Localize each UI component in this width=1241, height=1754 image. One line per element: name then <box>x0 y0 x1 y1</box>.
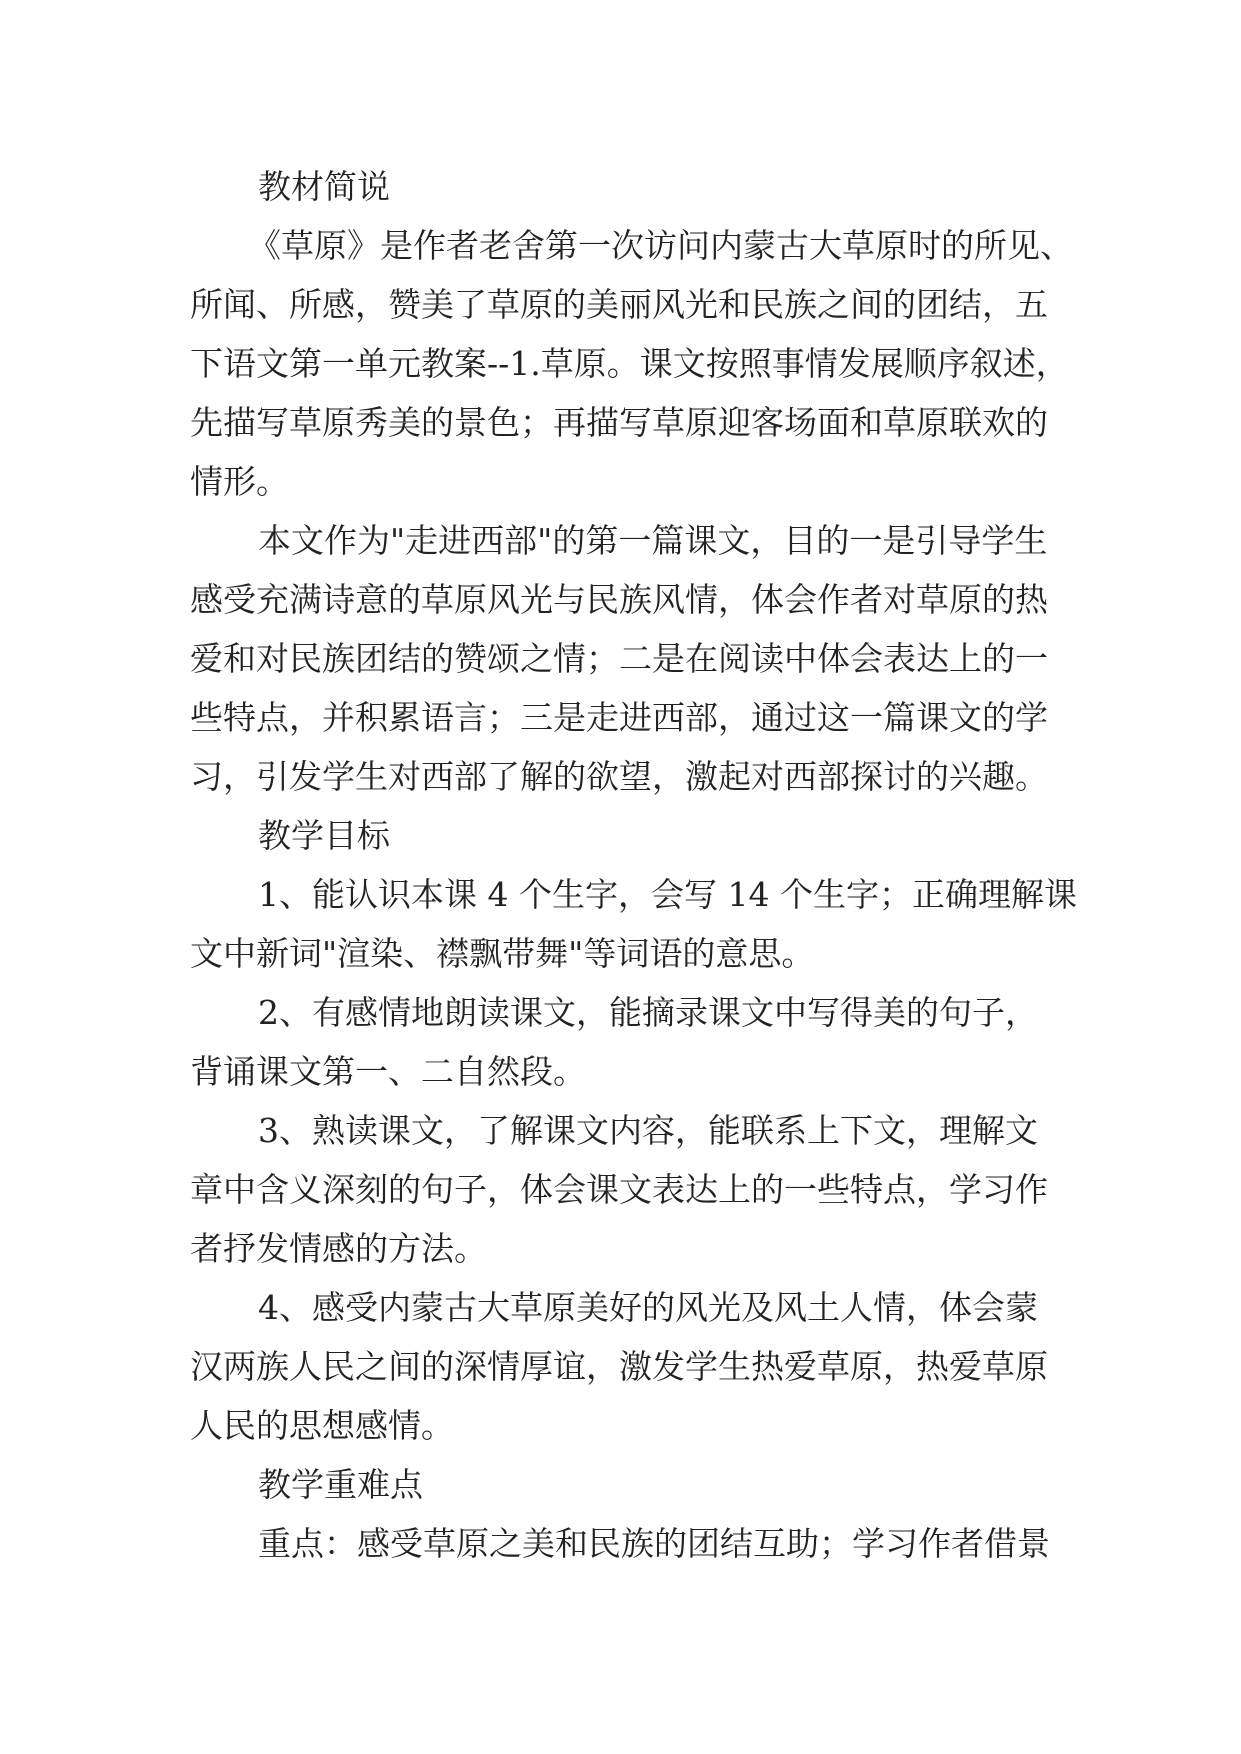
paragraph-line: 本文作为"走进西部"的第一篇课文，目的一是引导学生 <box>258 521 1048 560</box>
objective-item-3: 3、熟读课文，了解课文内容，能联系上下文，理解文 <box>258 1111 1038 1150</box>
objective-item-2: 2、有感情地朗读课文，能摘录课文中写得美的句子， <box>258 993 1038 1032</box>
paragraph-line: 些特点，并积累语言；三是走进西部，通过这一篇课文的学 <box>190 698 1048 737</box>
section-heading-objectives: 教学目标 <box>258 816 390 855</box>
section-heading-key-points: 教学重难点 <box>258 1465 423 1504</box>
objective-item-3-cont: 者抒发情感的方法。 <box>190 1229 487 1268</box>
document-body <box>190 157 1090 1573</box>
section-heading-materials: 教材简说 <box>258 167 390 206</box>
key-points-line: 重点：感受草原之美和民族的团结互助；学习作者借景 <box>258 1524 1050 1563</box>
paragraph-line: 爱和对民族团结的赞颂之情；二是在阅读中体会表达上的一 <box>190 639 1048 678</box>
paragraph-line: 习，引发学生对西部了解的欲望，激起对西部探讨的兴趣。 <box>190 757 1048 796</box>
paragraph-line: 先描写草原秀美的景色；再描写草原迎客场面和草原联欢的 <box>190 403 1048 442</box>
paragraph-line: 感受充满诗意的草原风光与民族风情，体会作者对草原的热 <box>190 580 1048 619</box>
paragraph-line: 所闻、所感，赞美了草原的美丽风光和民族之间的团结，五 <box>190 285 1048 324</box>
objective-item-4-cont: 人民的思想感情。 <box>190 1406 454 1445</box>
paragraph-line: 《草原》是作者老舍第一次访问内蒙古大草原时的所见、 <box>248 226 1073 265</box>
paragraph-line: 下语文第一单元教案--1.草原。课文按照事情发展顺序叙述， <box>190 344 1069 383</box>
objective-item-1-cont: 文中新词"渲染、襟飘带舞"等词语的意思。 <box>190 934 815 973</box>
paragraph-line: 情形。 <box>190 462 289 501</box>
objective-item-2-cont: 背诵课文第一、二自然段。 <box>190 1052 586 1091</box>
objective-item-1: 1、能认识本课 4 个生字，会写 14 个生字；正确理解课 <box>258 875 1077 914</box>
objective-item-3-cont: 章中含义深刻的句子，体会课文表达上的一些特点，学习作 <box>190 1170 1048 1209</box>
objective-item-4: 4、感受内蒙古大草原美好的风光及风土人情，体会蒙 <box>258 1288 1038 1327</box>
objective-item-4-cont: 汉两族人民之间的深情厚谊，激发学生热爱草原，热爱草原 <box>190 1347 1048 1386</box>
